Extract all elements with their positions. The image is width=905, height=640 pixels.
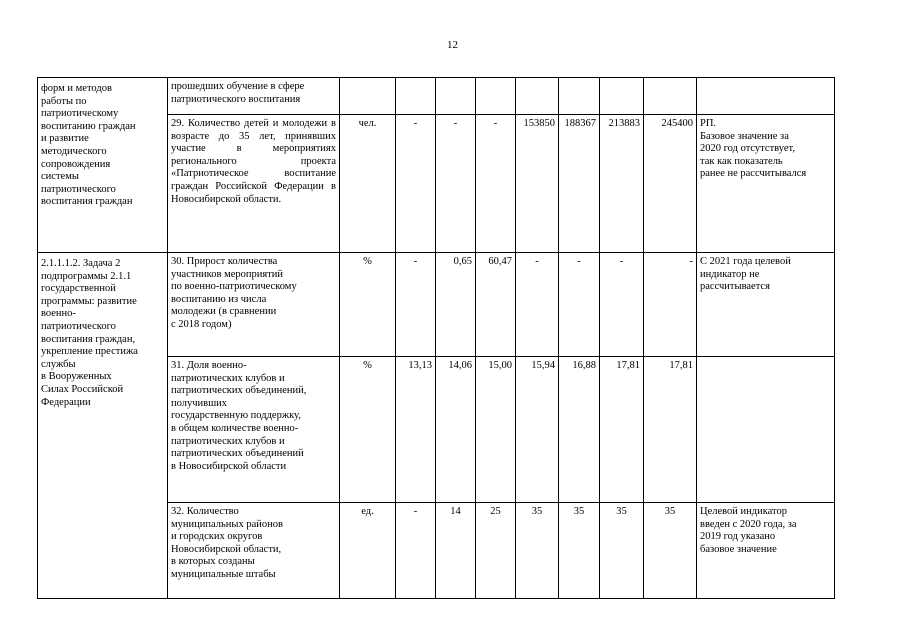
- value-cell: 0,65: [436, 253, 476, 357]
- goal-cell: форм и методов работы по патриотическому воспитанию граждан и развитие методического сопровождения системы патриотического воспитания граждан: [38, 78, 168, 253]
- value-cell: 35: [600, 503, 644, 599]
- value-cell: 17,81: [644, 357, 697, 503]
- unit-cell: ед.: [340, 503, 396, 599]
- value-cell: 25: [476, 503, 516, 599]
- indicators-table: [37, 77, 835, 599]
- unit-cell: %: [340, 357, 396, 503]
- value-cell: 17,81: [600, 357, 644, 503]
- value-cell: -: [516, 253, 559, 357]
- value-cell: 14,06: [436, 357, 476, 503]
- value-cell: [516, 78, 559, 115]
- value-cell: 60,47: [476, 253, 516, 357]
- value-cell: [559, 78, 600, 115]
- value-cell: 245400: [644, 115, 697, 253]
- value-cell: 15,00: [476, 357, 516, 503]
- indicator-cell: 31. Доля военно- патриотических клубов и патриотических объединений, получивших государственную поддержку, в общем количестве военно- патриотических клубов и патриотических объединений в Новосибирской области: [168, 357, 340, 503]
- value-cell: 153850: [516, 115, 559, 253]
- note-cell: Целевой индикатор введен с 2020 года, за 2019 год указано базовое значение: [697, 503, 835, 599]
- value-cell: -: [396, 503, 436, 599]
- value-cell: -: [559, 253, 600, 357]
- value-cell: 213883: [600, 115, 644, 253]
- value-cell: 14: [436, 503, 476, 599]
- value-cell: -: [644, 253, 697, 357]
- note-cell: [697, 357, 835, 503]
- value-cell: -: [396, 253, 436, 357]
- value-cell: -: [476, 115, 516, 253]
- value-cell: [476, 78, 516, 115]
- value-cell: [644, 78, 697, 115]
- unit-cell: чел.: [340, 115, 396, 253]
- value-cell: -: [600, 253, 644, 357]
- value-cell: 35: [644, 503, 697, 599]
- value-cell: [600, 78, 644, 115]
- value-cell: 13,13: [396, 357, 436, 503]
- value-cell: 35: [516, 503, 559, 599]
- goal-cell: 2.1.1.1.2. Задача 2 подпрограммы 2.1.1 государственной программы: развитие военно- патриотического воспитания граждан, укрепление престижа службы в Вооруженных Силах Российской Федерации: [38, 253, 168, 599]
- indicator-cell: 29. Количество детей и молодежи в возрасте до 35 лет, принявших участие в мероприятиях регионального проекта «Патриотическое воспитание граждан Российской Федерации в Новосибирской области.: [168, 115, 340, 253]
- note-cell: РП. Базовое значение за 2020 год отсутствует, так как показатель ранее не рассчитывался: [697, 115, 835, 253]
- value-cell: 15,94: [516, 357, 559, 503]
- note-cell: С 2021 года целевой индикатор не рассчитывается: [697, 253, 835, 357]
- page-number: 12: [447, 39, 458, 51]
- unit-cell: [340, 78, 396, 115]
- note-cell: [697, 78, 835, 115]
- indicator-cell: прошедших обучение в сфере патриотического воспитания: [168, 78, 340, 115]
- unit-cell: %: [340, 253, 396, 357]
- value-cell: 188367: [559, 115, 600, 253]
- table-row: [38, 78, 835, 115]
- value-cell: 16,88: [559, 357, 600, 503]
- indicator-cell: 30. Прирост количества участников мероприятий по военно-патриотическому воспитанию из числа молодежи (в сравнении с 2018 годом): [168, 253, 340, 357]
- value-cell: [436, 78, 476, 115]
- value-cell: -: [436, 115, 476, 253]
- value-cell: 35: [559, 503, 600, 599]
- table-row: [38, 253, 835, 357]
- value-cell: [396, 78, 436, 115]
- value-cell: -: [396, 115, 436, 253]
- indicator-cell: 32. Количество муниципальных районов и городских округов Новосибирской области, в которых созданы муниципальные штабы: [168, 503, 340, 599]
